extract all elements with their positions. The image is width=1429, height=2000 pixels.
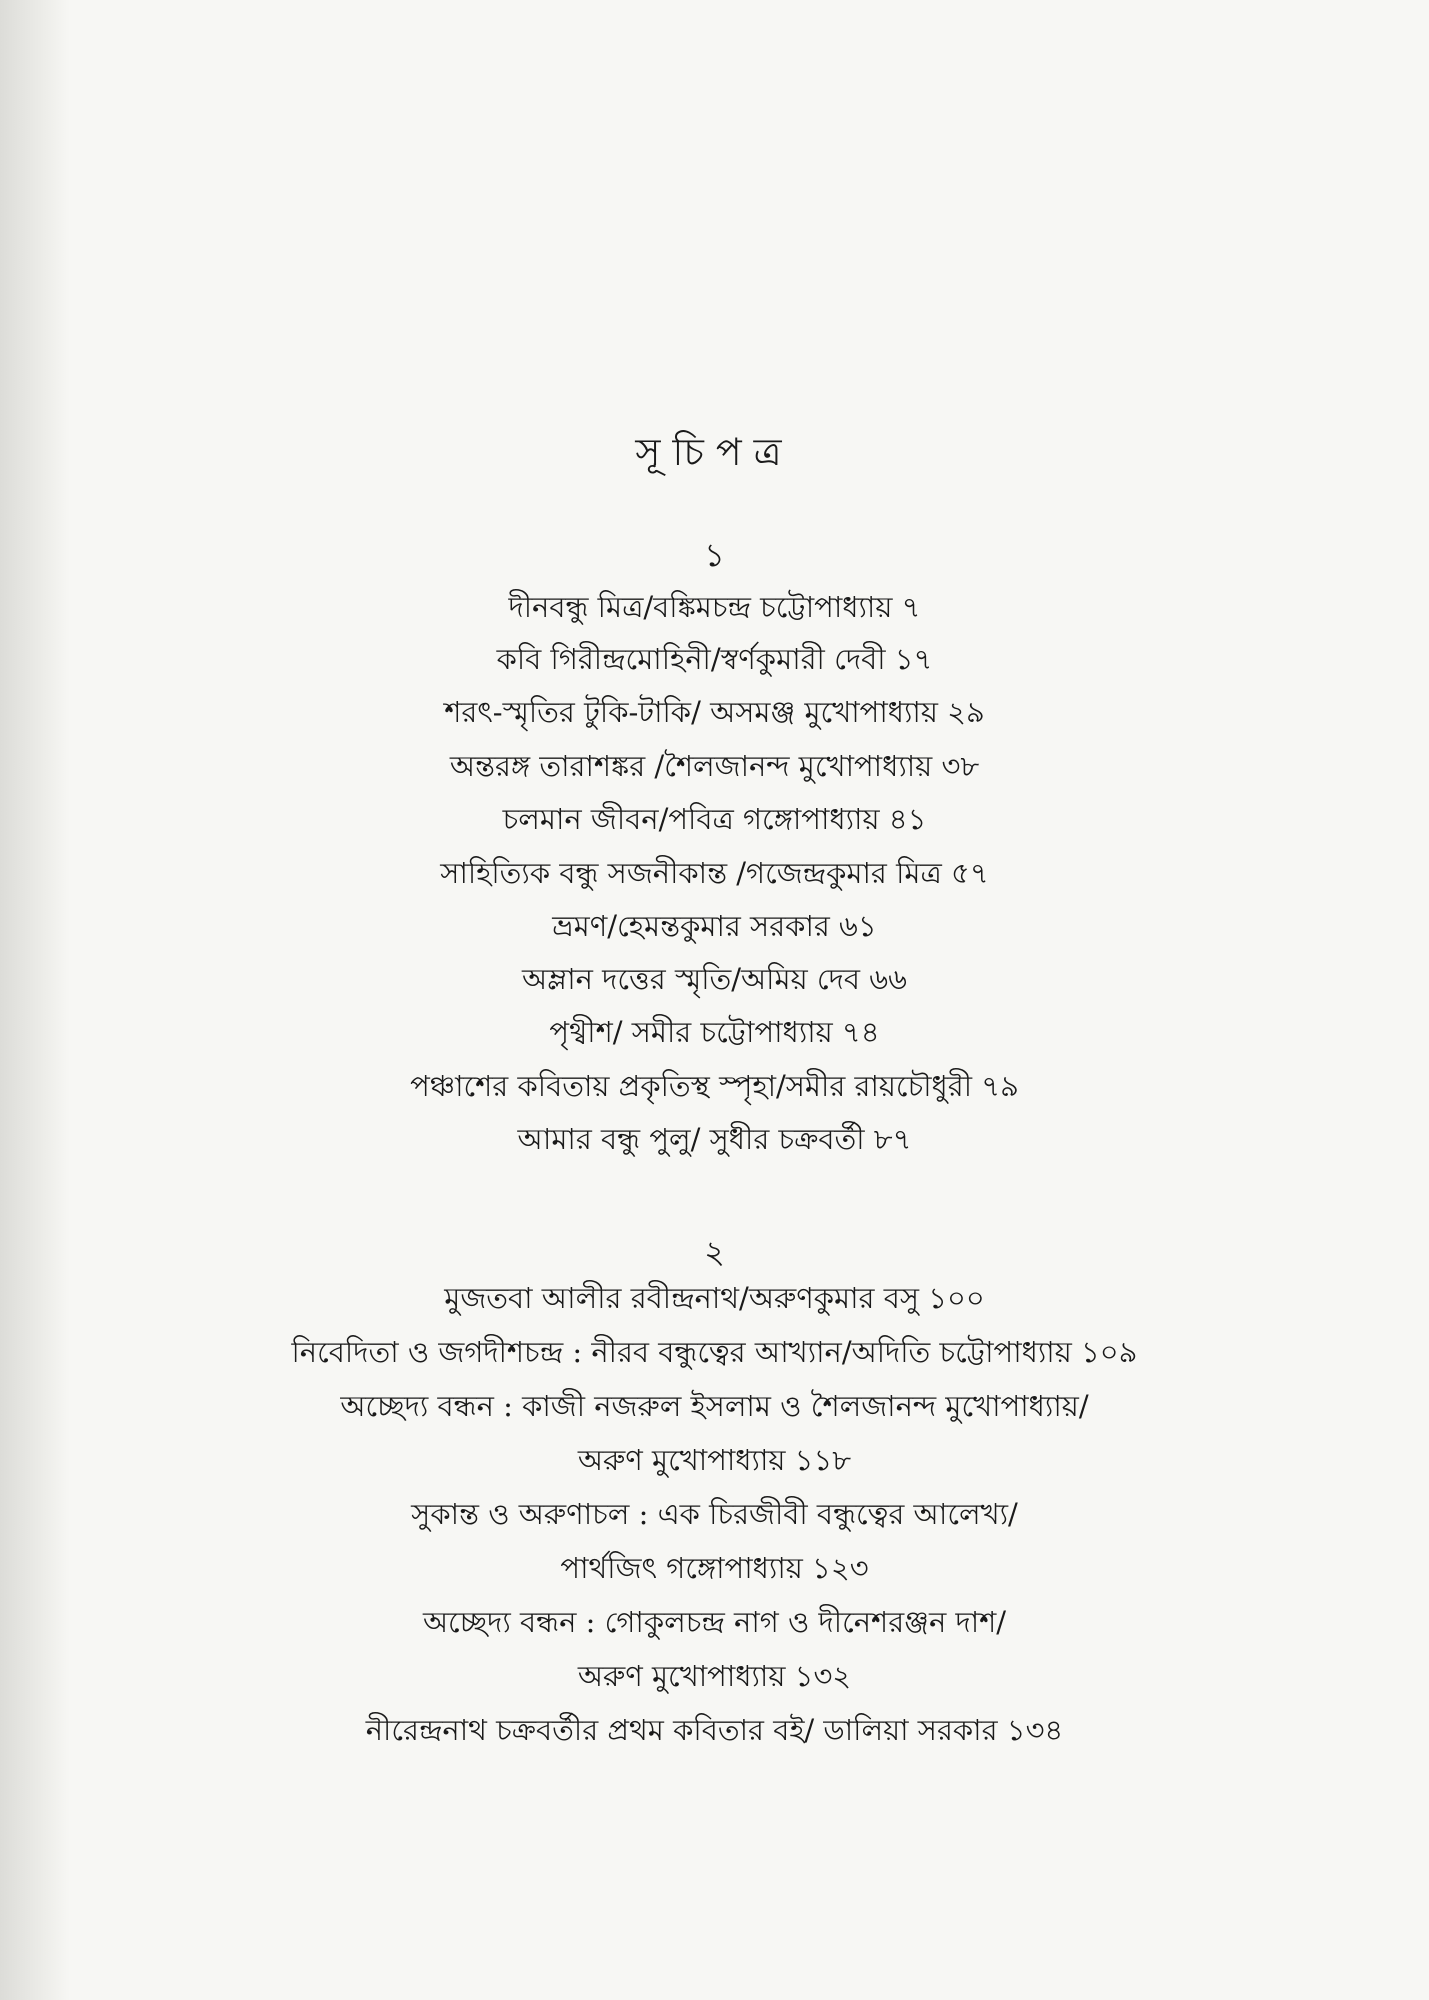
toc-entry: চলমান জীবন/পবিত্র গঙ্গোপাধ্যায় ৪১ (502, 802, 927, 836)
toc-entry: কবি গিরীন্দ্রমোহিনী/স্বর্ণকুমারী দেবী ১৭ (496, 642, 933, 676)
toc-entry: সাহিত্যিক বন্ধু সজনীকান্ত /গজেন্দ্রকুমার মিত্র ৫৭ (440, 856, 989, 890)
toc-entry: অম্লান দত্তের স্মৃতি/অমিয় দেব ৬৬ (522, 962, 907, 996)
toc-entry: অন্তরঙ্গ তারাশঙ্কর /শৈলজানন্দ মুখোপাধ্যায় ৩৮ (449, 749, 980, 783)
section-number-1: ১ (704, 536, 725, 574)
toc-title: সূচিপত্র (635, 430, 794, 474)
toc-entry: ভ্রমণ/হেমন্তকুমার সরকার ৬১ (552, 909, 877, 943)
toc-entry: নিবেদিতা ও জগদীশচন্দ্র : নীরব বন্ধুত্বের আখ্যান/অদিতি চট্টোপাধ্যায় ১০৯ (291, 1335, 1138, 1369)
toc-entry: অচ্ছেদ্য বন্ধন : কাজী নজরুল ইসলাম ও শৈলজানন্দ মুখোপাধ্যায়/ (340, 1389, 1089, 1423)
toc-entry: নীরেন্দ্রনাথ চক্রবর্তীর প্রথম কবিতার বই/ ডালিয়া সরকার ১৩৪ (365, 1713, 1064, 1747)
section-number-2: ২ (704, 1233, 725, 1271)
toc-entry: অরুণ মুখোপাধ্যায় ১৩২ (577, 1659, 852, 1693)
toc-entry: দীনবন্ধু মিত্র/বঙ্কিমচন্দ্র চট্টোপাধ্যায় ৭ (508, 590, 921, 624)
toc-entry: আমার বন্ধু পুলু/ সুধীর চক্রবর্তী ৮৭ (517, 1122, 912, 1156)
toc-entry: অরুণ মুখোপাধ্যায় ১১৮ (577, 1443, 852, 1477)
toc-entry: সুকান্ত ও অরুণাচল : এক চিরজীবী বন্ধুত্বের আলেখ্য/ (411, 1497, 1018, 1531)
toc-entry: পঞ্চাশের কবিতায় প্রকৃতিস্থ স্পৃহা/সমীর রায়চৌধুরী ৭৯ (410, 1069, 1019, 1103)
toc-entry: পার্থজিৎ গঙ্গোপাধ্যায় ১২৩ (560, 1551, 869, 1585)
toc-entry: অচ্ছেদ্য বন্ধন : গোকুলচন্দ্র নাগ ও দীনেশরঞ্জন দাশ/ (422, 1605, 1007, 1639)
toc-entry: মুজতবা আলীর রবীন্দ্রনাথ/অরুণকুমার বসু ১০০ (444, 1281, 985, 1315)
toc-entry: শরৎ-স্মৃতির টুকি-টাকি/ অসমঞ্জ মুখোপাধ্যায় ২৯ (444, 695, 985, 729)
toc-entry: পৃথ্বীশ/ সমীর চট্টোপাধ্যায় ৭৪ (549, 1015, 880, 1049)
